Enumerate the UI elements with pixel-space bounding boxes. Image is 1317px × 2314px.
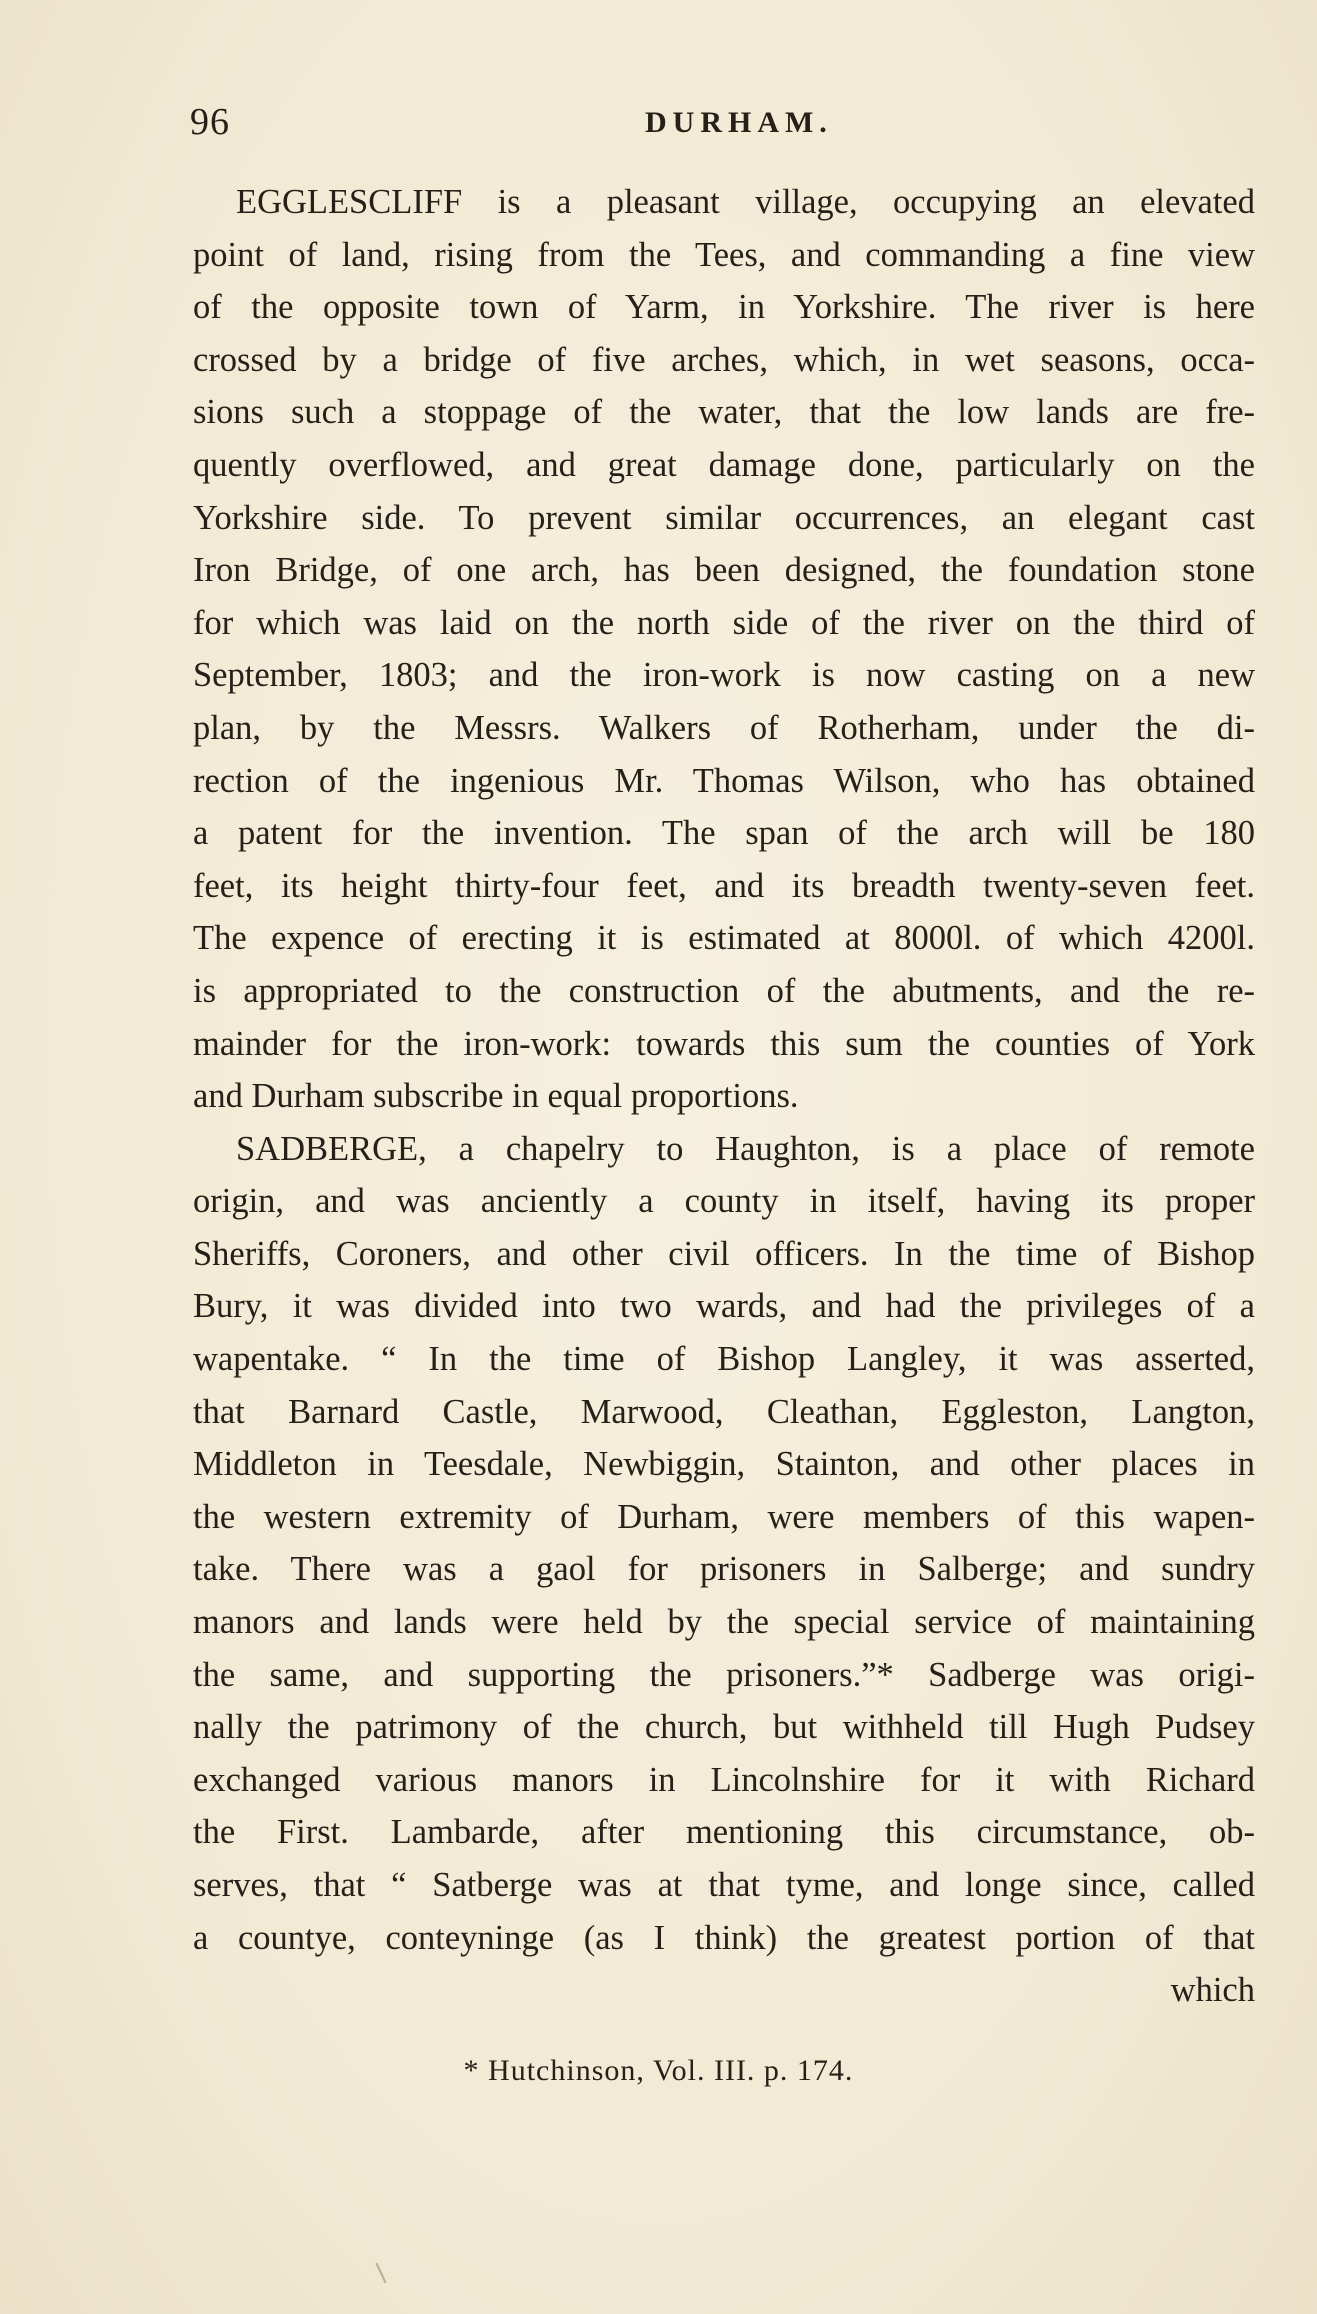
text-line: sions such a stoppage of the water, that the low lands are fre- [193,393,1255,432]
text-line: exchanged various manors in Lincolnshire for it with Richard [193,1760,1255,1799]
text-line: Iron Bridge, of one arch, has been designed, the foundation stone [193,551,1255,590]
text-line: The expence of erecting it is estimated at 8000l. of which 4200l. [193,919,1255,958]
text-line: Sheriffs, Coroners, and other civil officers. In the time of Bishop [193,1234,1255,1273]
text-line: feet, its height thirty-four feet, and its breadth twenty-seven feet. [193,866,1255,905]
text-line: that Barnard Castle, Marwood, Cleathan, Eggleston, Langton, [193,1392,1255,1431]
text-line: and Durham subscribe in equal proportions. [193,1077,799,1116]
text-line: origin, and was anciently a county in itself, having its proper [193,1182,1255,1221]
text-line: Bury, it was divided into two wards, and had the privileges of a [193,1287,1255,1326]
text-line: of the opposite town of Yarm, in Yorkshire. The river is here [193,288,1255,327]
text-line: plan, by the Messrs. Walkers of Rotherham, under the di- [193,708,1255,747]
text-line: Middleton in Teesdale, Newbiggin, Stainton, and other places in [193,1445,1255,1484]
text-line: the same, and supporting the prisoners.”* Sadberge was origi- [193,1655,1255,1694]
footnote: * Hutchinson, Vol. III. p. 174. [463,2054,854,2087]
text-line: crossed by a bridge of five arches, which, in wet seasons, occa- [193,340,1255,379]
text-line: the First. Lambarde, after mentioning this circumstance, ob- [193,1813,1255,1852]
text-line: EGGLESCLIFF is a pleasant village, occupying an elevated [236,183,1255,221]
text-line: a patent for the invention. The span of the arch will be 180 [193,814,1255,853]
text-line: take. There was a gaol for prisoners in Salberge; and sundry [193,1550,1255,1589]
text-line: a countye, conteyninge (as I think) the greatest portion of that [193,1918,1255,1957]
text-line: is appropriated to the construction of the abutments, and the re- [193,971,1255,1010]
text-line: serves, that “ Satberge was at that tyme, and longe since, called [193,1866,1255,1904]
page-number: 96 [190,101,230,143]
text-line: the western extremity of Durham, were members of this wapen- [193,1497,1255,1536]
text-line: manors and lands were held by the special service of maintaining [193,1603,1255,1642]
text-line: for which was laid on the north side of the river on the third of [193,603,1255,642]
text-line: rection of the ingenious Mr. Thomas Wilson, who has obtained [193,761,1255,800]
text-line: September, 1803; and the iron-work is now casting on a new [193,656,1255,695]
stray-mark [375,2263,386,2284]
text-line: SADBERGE, a chapelry to Haughton, is a place of remote [236,1129,1255,1168]
running-head: DURHAM. [645,106,833,139]
text-line: quently overflowed, and great damage done, particularly on the [193,445,1255,484]
page-header [190,100,1130,143]
text-line: Yorkshire side. To prevent similar occurrences, an elegant cast [193,498,1255,537]
text-line: wapentake. “ In the time of Bishop Langley, it was asserted, [193,1340,1255,1379]
catchword: which [1170,1971,1255,2010]
body-text [193,176,1255,2017]
text-line: nally the patrimony of the church, but withheld till Hugh Pudsey [193,1708,1255,1747]
text-line: mainder for the iron-work: towards this sum the counties of York [193,1024,1255,1063]
text-line: point of land, rising from the Tees, and commanding a fine view [193,235,1255,274]
